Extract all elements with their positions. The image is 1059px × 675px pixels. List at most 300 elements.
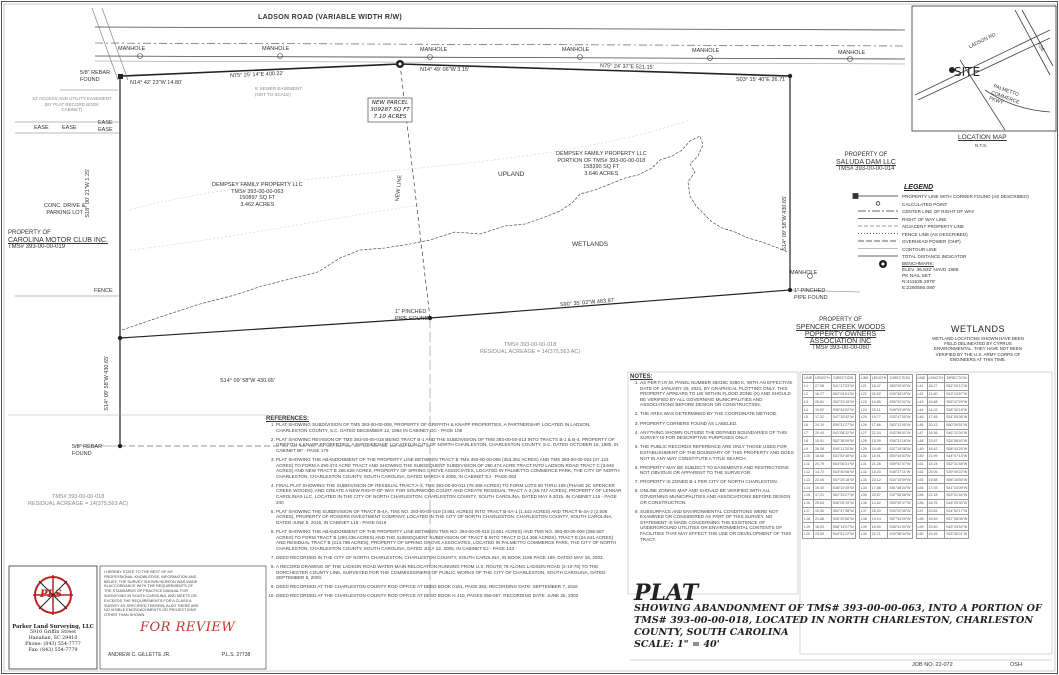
- note-item: 2. THE AREA WAS DETERMINED BY THE COORDINATE METHOD.: [640, 411, 794, 417]
- table-cell: 26.38: [814, 445, 832, 453]
- table-cell: S53°36'21"W: [946, 532, 968, 537]
- table-cell: 20.44: [814, 429, 832, 437]
- table-cell: S35°29'56"W: [832, 516, 854, 521]
- table-cell: L34: [859, 484, 870, 492]
- reference-item: 7. DEED RECORDED IN THE CITY OF NORTH CHARLESTON, CHARLESTON COUNTY, SOUTH CAROLINA, IN BOOK 1195 PAGE 169, DATED MAY 16, 2003.: [276, 555, 622, 561]
- reference-item: 8. A RECORD DRAWING OF THE LADSON ROAD WATER MAIN RELOCATION RUNNING FROM U.S. ROUTE 78 ALONG LADSON ROAD (2-10-76) TO THE DORCHESTER COUNTY LINE, SURVEYED FOR THE COMMISSIONERS OF PUBLIC WORKS OF THE CITY OF CHARLESTON, SOUTH CAROLINA, DATED SEPTEMBER 8, 2003.: [276, 564, 622, 581]
- table-row: [859, 484, 912, 492]
- plat-subtitle: SHOWING ABANDONMENT OF TMS# 393-00-00-063, INTO A PORTION OF TMS# 393-00-00-018, LOCATED IN NORTH CHARLESTON, CHARLESTON COUNTY, SOUTH CAROLINA SCALE: 1" = 40': [634, 603, 1042, 650]
- line-tables: [802, 374, 969, 539]
- bearing-label: S90° 35' 02"W 463.87': [559, 297, 616, 309]
- table-cell: S42°58'41"W: [889, 430, 911, 435]
- table-cell: L3: [803, 398, 814, 406]
- table-cell: S31°52'48"W: [832, 454, 854, 459]
- table-cell: 16.36: [927, 429, 945, 437]
- legend-title: LEGEND: [904, 184, 934, 191]
- table-cell: L16: [803, 499, 814, 507]
- table-row: [916, 491, 969, 499]
- table-cell: S40°22'35"W: [889, 508, 911, 513]
- line-table-header: DIRECTION: [945, 375, 969, 383]
- table-row: [916, 406, 969, 414]
- note-item: 1. AS PER F.I.R.M. PANEL NUMBER 45019C 0380 K, WITH AN EFFECTIVE DATE OF JANUARY 29, 2021, BY GRAPHICAL PLOTTING ONLY, THIS PROPERTY APPEARS TO LIE WITHIN FLOOD ZONE (X) AND SHOULD BE VERIFIED BY ALL GOVERNING MUNICIPALITIES AND ASSOCIATIONS BEFORE DESIGN OR CONSTRUCTION.: [640, 380, 794, 408]
- legend-item: FENCE LINE (AS DESCRIBED): [902, 231, 968, 237]
- table-cell: L29: [859, 445, 870, 453]
- table-cell: 14.85: [870, 398, 888, 406]
- legend-item: OVERHEAD POWER (OHP): [902, 239, 961, 245]
- table-cell: S62°38'09"W: [832, 438, 854, 443]
- line-table-body: [803, 382, 856, 538]
- table-row: [916, 499, 969, 507]
- reference-item: 5. PLAT SHOWING THE SUBDIVISION OF TRACT B-4A, TMS NO. 393-00-00-019 (3.951 ACRES) INTO TRACT B-4A-1 (1.442 ACRES) AND TRACT B-4A-2 (2.508 ACRES), PROPERTY OF ROGERS INVESTMENT COMPANY, LOCATED IN THE CITY OF NORTH CHARLESTON, CHARLESTON COUNTY, SOUTH CAROLINA, DATED JUNE 6, 2016, IN CABINET L16 - PAGE 0416: [276, 509, 622, 526]
- line-table-header: LINE: [917, 376, 926, 381]
- table-cell: L38: [859, 515, 870, 523]
- table-row: [859, 499, 912, 507]
- rebar-top-label: 5/8" REBAR FOUND: [80, 70, 111, 83]
- table-cell: 15.30: [814, 507, 832, 515]
- bearing-label: N14° 49' 06"W 3.15': [420, 67, 470, 73]
- table-cell: S43°40'06"W: [832, 469, 854, 474]
- table-cell: L8: [803, 437, 814, 445]
- new-parcel-label: NEW PARCEL 309287 SQ FT 7.10 ACRES: [370, 100, 410, 120]
- note-item: 7. PROPERTY IS ZONED B-1 PER CITY OF NORTH CHARLESTON.: [640, 479, 794, 485]
- table-row: [859, 413, 912, 421]
- plat-title: PLAT: [634, 580, 699, 606]
- bearing-label: S18° 00' 21"W 1.25': [85, 168, 92, 218]
- surveyor-name: ANDREW C. GILLETTE JR.: [108, 652, 171, 658]
- reference-item: 10. DEED RECORDED AT THE CHARLESTON COUNTY ROD OFFICE AT DEED BOOK H 410, PAGES 059-067, RECORDING DATE: JUNE 25, 2002: [276, 593, 622, 599]
- line-table-body: [916, 382, 969, 538]
- table-cell: S55°47'29"W: [946, 399, 968, 404]
- table-row: [803, 445, 856, 453]
- table-cell: L14: [803, 484, 814, 492]
- notes-list: [630, 380, 794, 542]
- table-cell: S34°52'17"W: [946, 508, 968, 513]
- legend-item: PROPERTY LINE WITH CORNER FOUND (AS DESCRIBED): [902, 194, 1029, 200]
- table-cell: 16.03: [870, 468, 888, 476]
- table-cell: 14.62: [870, 499, 888, 507]
- table-row: [916, 468, 969, 476]
- table-cell: 24.02: [927, 406, 945, 414]
- table-cell: 15.68: [927, 398, 945, 406]
- table-cell: L36: [859, 499, 870, 507]
- table-cell: S56°31'16"W: [889, 438, 911, 443]
- table-cell: L21: [859, 382, 870, 390]
- table-cell: 22.71: [870, 530, 888, 538]
- table-cell: L24: [859, 406, 870, 414]
- table-row: [803, 460, 856, 468]
- ease-label: EASE: [98, 120, 113, 126]
- table-cell: S59°02'37"W: [889, 462, 911, 467]
- bearing-label: N75° 24' 37"E 521.15': [599, 63, 654, 71]
- table-cell: 21.99: [927, 452, 945, 460]
- sewer-easement-note: 5' SEWER EASEMENT (NOT TO SCALE): [255, 86, 303, 97]
- table-cell: L13: [803, 476, 814, 484]
- table-cell: S48°25'30"W: [946, 501, 968, 506]
- table-cell: L26: [859, 421, 870, 429]
- table-cell: L9: [803, 445, 814, 453]
- table-cell: L59: [916, 523, 927, 531]
- sheet-id: OSH: [1010, 662, 1022, 668]
- table-cell: 17.21: [814, 491, 832, 499]
- table-row: [916, 530, 969, 538]
- company-name: Parker Land Surveying, LLC: [12, 624, 94, 630]
- line-table-header: DIRECTION: [831, 375, 855, 383]
- table-cell: 25.06: [927, 468, 945, 476]
- company-address: 5910 Griffin Street: [29, 630, 77, 635]
- table-cell: 21.50: [927, 390, 945, 398]
- table-row: [859, 406, 912, 414]
- table-cell: S46°12'04"W: [946, 430, 968, 435]
- residual-label: TMS# 393-00-00-018 RESIDUAL ACREAGE = 14(375,563 AC): [480, 342, 581, 355]
- table-cell: L17: [803, 507, 814, 515]
- table-cell: S58°14'07"W: [832, 524, 854, 529]
- table-cell: 15.24: [927, 460, 945, 468]
- bearing-label: S03° 15' 40"E 26.71': [736, 77, 787, 83]
- bearing-label: N14° 42' 23"W 14.80': [130, 80, 183, 86]
- table-cell: 17.03: [927, 484, 945, 492]
- references: [266, 416, 622, 602]
- reference-item: 1. PLAT SHOWING SUBDIVISION OF TMS 393-00-00-008, PROPERTY OF GRIFFITH & KNAPP PROPERTIES, A PARTNERSHIP, LOCATED IN LADSON, CHARLESTON COUNTY, S.C. DATED DECEMBER 12, 1984 IN CABINET DC - PAGE 108: [276, 422, 622, 433]
- table-cell: S60°09'43"W: [889, 384, 911, 389]
- table-cell: S51°05'36"W: [946, 415, 968, 420]
- table-cell: 22.06: [814, 476, 832, 484]
- table-cell: 21.88: [814, 515, 832, 523]
- table-row: [916, 484, 969, 492]
- table-cell: S49°11'20"W: [832, 446, 854, 451]
- table-cell: S62°26'12"W: [946, 384, 968, 389]
- saluda-label: PROPERTY OF SALUDA DAM LLC TMS# 393-00-00-014: [836, 152, 896, 172]
- table-cell: L40: [859, 530, 870, 538]
- table-row: [916, 445, 969, 453]
- table-cell: 16.47: [870, 382, 888, 390]
- table-cell: L30: [859, 452, 870, 460]
- table-row: [859, 390, 912, 398]
- wetlands-text: WETLAND LOCATIONS SHOWN HAVE BEEN FIELD DELINEATED BY CYPRUS ENVIRONMENTAL. THEY HAVE NOT BEEN VERIFIED BY THE U.S. ARMY CORPS OF ENGINEERS AT THIS TIME.: [932, 336, 1024, 362]
- location-map-title: LOCATION MAP: [958, 134, 1007, 141]
- table-cell: L37: [859, 507, 870, 515]
- table-cell: 19.77: [870, 413, 888, 421]
- table-cell: S54°06'31"W: [832, 462, 854, 467]
- table-row: [803, 429, 856, 437]
- table-cell: L54: [916, 484, 927, 492]
- rebar-bottom-label: 5/8" REBAR FOUND: [72, 444, 103, 457]
- table-row: [803, 406, 856, 414]
- table-row: [916, 523, 969, 531]
- references-title: REFERENCES:: [266, 416, 310, 422]
- table-cell: L33: [859, 476, 870, 484]
- table-cell: S47°15'42"W: [832, 415, 854, 420]
- bearing-label: S14° 09' 58"W 430.65': [104, 355, 111, 411]
- table-cell: L27: [859, 429, 870, 437]
- table-cell: S52°47'38"W: [832, 508, 854, 513]
- table-row: [803, 491, 856, 499]
- table-row: [916, 515, 969, 523]
- table-cell: 29.81: [814, 398, 832, 406]
- table-cell: L48: [916, 437, 927, 445]
- table-cell: 21.26: [870, 460, 888, 468]
- table-cell: 24.10: [814, 421, 832, 429]
- table-cell: L19: [803, 523, 814, 531]
- note-item: 8. ONLINE ZONING MAP AND SHOULD BE VERIFIED WITH ALL GOVERNING MUNICIPALITIES AND ASSOCIATIONS BEFORE DESIGN OR CONSTRUCTION.: [640, 488, 794, 505]
- table-cell: S48°03'49"W: [889, 407, 911, 412]
- manhole-label: MANHOLE: [838, 50, 866, 56]
- legend-item: CENTER LINE OF RIGHT OF WAY: [902, 209, 975, 215]
- table-row: [916, 452, 969, 460]
- table-row: [859, 476, 912, 484]
- table-cell: S35°58'40"W: [946, 438, 968, 443]
- upland-label: UPLAND: [498, 171, 525, 178]
- table-cell: L2: [803, 390, 814, 398]
- table-cell: 20.13: [927, 421, 945, 429]
- fence-label: FENCE: [94, 288, 113, 294]
- table-cell: L7: [803, 429, 814, 437]
- table-cell: S41°34'09"W: [946, 485, 968, 490]
- benchmark-symbol: [396, 60, 404, 68]
- line-table: [802, 374, 856, 539]
- table-cell: S44°51'22"W: [832, 532, 854, 537]
- table-cell: L20: [803, 530, 814, 538]
- table-cell: L32: [859, 468, 870, 476]
- table-cell: L53: [916, 476, 927, 484]
- table-cell: L23: [859, 398, 870, 406]
- manhole-label: MANHOLE: [562, 47, 590, 53]
- table-cell: S56°16'55"W: [946, 477, 968, 482]
- line-table-header: LENGTH: [871, 376, 887, 381]
- table-cell: L43: [916, 398, 927, 406]
- table-cell: L41: [916, 382, 927, 390]
- line-table-header: LENGTH: [815, 376, 830, 381]
- table-cell: L18: [803, 515, 814, 523]
- table-cell: S43°13'57"W: [946, 391, 968, 396]
- carolina-label: PROPERTY OF CAROLINA MOTOR CLUB INC. TMS# 393-00-00-019: [8, 230, 108, 250]
- table-row: [803, 476, 856, 484]
- table-cell: 25.64: [814, 499, 832, 507]
- table-row: [859, 468, 912, 476]
- table-cell: 16.90: [870, 523, 888, 531]
- table-cell: 17.88: [870, 484, 888, 492]
- table-cell: 19.14: [870, 515, 888, 523]
- certification-text: I HEREBY STATE TO THE BEST OF MY PROFESSIONAL KNOWLEDGE, INFORMATION AND BELIEF, THE SURVEY SHOWN HEREON WAS MADE IN ACCORDANCE WITH THE REQUIREMENTS OF THE STANDARDS OF PRACTICE MANUAL FOR SURVEYING IN SOUTH CAROLINA, AND MEETS OR EXCEEDS THE REQUIREMENTS FOR A CLASS A SURVEY AS SPECIFIED THEREIN; ALSO THERE ARE NO VISIBLE ENCROACHMENTS OR PROJECTIONS OTHER THAN SHOWN.: [104, 570, 199, 618]
- table-cell: 14.72: [814, 468, 832, 476]
- table-cell: L50: [916, 452, 927, 460]
- table-cell: 18.03: [814, 523, 832, 531]
- wetlands-title: WETLANDS: [950, 324, 1005, 334]
- legend: [904, 184, 933, 193]
- notes-title: NOTES:: [630, 374, 653, 380]
- table-cell: 23.87: [927, 437, 945, 445]
- table-row: [803, 390, 856, 398]
- table-row: [803, 530, 856, 538]
- location-road-3: I-26: [1035, 41, 1046, 53]
- table-cell: S61°33'27"W: [832, 493, 854, 498]
- table-row: [803, 484, 856, 492]
- table-cell: 27.98: [814, 382, 832, 390]
- table-cell: S55°20'02"W: [889, 399, 911, 404]
- table-cell: 23.40: [927, 523, 945, 531]
- table-cell: L55: [916, 491, 927, 499]
- table-cell: 16.77: [814, 390, 832, 398]
- table-cell: 19.26: [927, 530, 945, 538]
- dempsey-east-label: DEMPSEY FAMILY PROPERTY LLC PORTION OF TMS# 393-00-00-018 158390 SQ FT 3.646 ACRES: [556, 151, 647, 177]
- table-cell: S47°36'08"W: [889, 493, 911, 498]
- manhole-label: MANHOLE: [692, 48, 720, 54]
- table-row: [916, 421, 969, 429]
- table-row: [859, 398, 912, 406]
- legend-item: ADJACENT PROPERTY LINE: [902, 224, 965, 230]
- ladson-road: [95, 27, 905, 64]
- table-row: [803, 437, 856, 445]
- table-cell: 23.12: [870, 476, 888, 484]
- table-row: [859, 452, 912, 460]
- table-cell: S38°30'18"W: [946, 407, 968, 412]
- table-cell: 19.40: [814, 484, 832, 492]
- table-row: [859, 491, 912, 499]
- table-row: [859, 515, 912, 523]
- table-cell: L58: [916, 515, 927, 523]
- table-row: [859, 523, 912, 531]
- table-cell: L57: [916, 507, 927, 515]
- reference-item: 9. DEED RECORDED AT THE CHARLESTON COUNTY ROD OFFICE AT DEED BOOK 0161, PAGE 353, RECORDING DATE: SEPTEMBER 7, 2016: [276, 584, 622, 590]
- table-row: [916, 476, 969, 484]
- notes: [630, 374, 794, 546]
- table-cell: 17.45: [927, 413, 945, 421]
- line-table-body: [859, 382, 912, 538]
- pinched-pipe-label: 1" PINCHED PIPE FOUND: [395, 309, 429, 322]
- location-road-2: PALMETTO COMMERCE PKWY: [988, 83, 1021, 107]
- table-row: [859, 530, 912, 538]
- table-cell: L44: [916, 406, 927, 414]
- manhole-label: MANHOLE: [262, 46, 290, 52]
- table-cell: 15.09: [870, 437, 888, 445]
- location-map-nts: N.T.S.: [975, 143, 988, 148]
- table-cell: S37°19'28"W: [889, 446, 911, 451]
- note-item: 6. PROPERTY MAY BE SUBJECT TO EASEMENTS AND RESTRICTIONS NOT OBVIOUS OR APPARENT TO THE SURVEYOR.: [640, 465, 794, 476]
- ease-label: EASE: [62, 125, 77, 131]
- line-table-header: LINE: [804, 376, 812, 381]
- table-row: [859, 445, 912, 453]
- table-row: [803, 468, 856, 476]
- table-cell: S59°31'27"W: [832, 423, 854, 428]
- table-cell: S36°44'02"W: [832, 407, 854, 412]
- table-cell: S39°49'22"W: [946, 469, 968, 474]
- table-cell: L60: [916, 530, 927, 538]
- legend-item: TOTAL DISTANCE INDICATOR: [902, 254, 967, 260]
- line-table-header: LENGTH: [928, 376, 944, 381]
- table-row: [803, 398, 856, 406]
- surveyor-license: P.L.S. 27738: [222, 652, 251, 658]
- dempsey-west-label: DEMPSEY FAMILY PROPERTY LLC TMS# 393-00-00-063 150897 SQ FT 3.462 ACRES: [212, 182, 303, 208]
- table-cell: L47: [916, 429, 927, 437]
- table-cell: S57°08'06"W: [946, 516, 968, 521]
- table-cell: S63°01'44"W: [946, 493, 968, 498]
- table-cell: S41°17'33"W: [832, 384, 854, 389]
- table-row: [803, 413, 856, 421]
- table-row: [859, 429, 912, 437]
- table-row: [859, 421, 912, 429]
- table-cell: 23.59: [814, 530, 832, 538]
- table-row: [916, 413, 969, 421]
- table-cell: S45°43'52"W: [946, 524, 968, 529]
- pinched-pipe-east-label: 1" PINCHED PIPE FOUND: [794, 288, 828, 301]
- table-cell: S62°04'51"W: [832, 391, 854, 396]
- table-row: [916, 437, 969, 445]
- table-cell: L56: [916, 499, 927, 507]
- company-logo-text: PLS: [40, 589, 62, 600]
- table-cell: 18.66: [814, 452, 832, 460]
- table-cell: S53°09'47"W: [889, 501, 911, 506]
- company-info: [10, 624, 96, 654]
- spencer-label: PROPERTY OF SPENCER CREEK WOODS POPPERTY OWNERS ASSOCIATION INC TMS# 393-00-00-060: [796, 317, 886, 351]
- location-map-box: [912, 6, 1056, 131]
- table-cell: 16.59: [927, 515, 945, 523]
- table-cell: 19.58: [927, 476, 945, 484]
- note-item: 9. SUBSURFACE AND ENVIRONMENTAL CONDITIONS WERE NOT EXAMINED OR CONSIDERED AS PART OF THIS SURVEY. NO STATEMENT IS MADE CONCERNING THE EXISTENCE OF UNDERGROUND UTILITIES OR ENVIRONMENTAL CONTENTS OF FACILITIES THAT MAY EFFECT THE USE OR DEVELOPMENT OF THIS TRACT.: [640, 509, 794, 543]
- table-row: [803, 452, 856, 460]
- table-cell: L49: [916, 445, 927, 453]
- ease-label: EASE: [98, 127, 113, 133]
- note-item: 5. THE PUBLIC RECORDS REFERENCE ARE ONLY THOSE USED FOR ESTABLISHMENT OF THE BOUNDARY OF THIS PROPERTY AND DOES NOT IN ANY WAY CONSTITUTE A TITLE SEARCH.: [640, 444, 794, 461]
- table-row: [916, 398, 969, 406]
- table-row: [859, 507, 912, 515]
- table-cell: S34°15'59"W: [889, 477, 911, 482]
- location-road-1: LADSON RD: [968, 31, 997, 51]
- line-table: [916, 374, 970, 539]
- table-cell: 18.75: [927, 499, 945, 507]
- reference-item: 6. PLAT SHOWING THE ABANDONMENT OF THE PROPERTY LINE BETWEEN TMS NO. 393-00-00-018 (3.651 ACRES) AND TMS NO. 393-00-00-008 (286.587 ACRES) TO FORM TRACT B (290.238 ACRES) AND THE SUBSEQUENT SUBDIVISION OF TRACT B INTO TRACT D (14.368 ACRES), TRACT E (24.641 ACRES) AND RESIDUAL TRACT B (213.798 ACRES), PROPERTY OF SPRING GROVE ASSOCIATES, LOCATED IN PALMETTO COMMERCE PARK, THE CITY OF NORTH CHARLESTON, CHARLESTON COUNTY, SOUTH CAROLINA, DATED JULY 22, 2005, IN CABINET EJ - PAGE 133: [276, 529, 622, 551]
- table-cell: L11: [803, 460, 814, 468]
- legend-symbols: [853, 194, 898, 257]
- reference-item: 2. PLAT SHOWING REVISION OF TMS 393-00-00-018 BEING TRACT B-1 AND THE SUBDIVISION OF TMS 393-00-00-013 INTO TRACTS B-1 & B-4, PROPERTY OF GRIFFITH & KNAPP PROPERTIES, A PARTNERSHIP, LOCATED IN CITY OF NORTH CHARLESTON, CHARLESTON COUNTY, S.C. DATED OCTOBER 18, 1985, IN CABINET BF - PAGE 179: [276, 437, 622, 454]
- legend-item: RIGHT OF WAY LINE: [902, 216, 947, 222]
- bearing-label: S14° 09' 58"W 430.65': [220, 378, 275, 384]
- table-cell: L51: [916, 460, 927, 468]
- table-cell: 18.27: [927, 382, 945, 390]
- table-cell: 24.45: [870, 445, 888, 453]
- table-cell: S41°08'12"W: [832, 430, 854, 435]
- table-cell: L28: [859, 437, 870, 445]
- table-cell: L4: [803, 406, 814, 414]
- table-cell: S38°10'45"W: [832, 485, 854, 490]
- table-cell: S33°47'30"W: [889, 415, 911, 420]
- wetland-line: [122, 136, 788, 330]
- table-cell: S45°27'11"W: [889, 469, 911, 474]
- legend-item: CALCULATED POINT: [902, 201, 948, 207]
- table-cell: L12: [803, 468, 814, 476]
- reference-item: 3. PLAT SHOWING THE ABANDONMENT OF THE PROPERTY LINE BETWEEN TRACT B TMS 393-00-00-006 (353.351 ACRES) AND TMS 393-00-00-024 (37.123 ACRES) TO FORM A 290.474 ACRE TRACT AND SHOWING THE SUBSEQUENT SUBDIVISION OF 290.474 ACRE TRACT INTO LADSON ROAD TRACT C (3.646 ACRES) AND NEW TRACT B 286.828 ACRES, PROPERTY OF SPRING GROVE ASSOCIATES, LOCATED IN PALMETTO COMMERCE PARK, THE CITY OF NORTH CHARLESTON, CHARLESTON COUNTY, SOUTH CAROLINA, DATED MARCH 8 2005, IN CABINET EJ - PAGE 063: [276, 457, 622, 479]
- table-cell: S52°31'48"W: [946, 462, 968, 467]
- table-cell: S44°07'13"W: [946, 454, 968, 459]
- company-fax: Fax: (843) 554-7779: [28, 648, 78, 653]
- table-cell: 19.52: [814, 406, 832, 414]
- legend-items: [902, 193, 1029, 261]
- table-row: [803, 507, 856, 515]
- table-row: [859, 460, 912, 468]
- company-phone: Phone: (843) 554-7777: [25, 642, 81, 647]
- line-table-header: DIRECTION: [888, 375, 912, 383]
- table-row: [803, 499, 856, 507]
- table-cell: L25: [859, 413, 870, 421]
- new-line-label: NEW LINE: [394, 174, 404, 202]
- table-cell: S50°44'53"W: [889, 454, 911, 459]
- table-cell: S46°02'19"W: [832, 501, 854, 506]
- job-number: JOB NO. 22-072: [912, 662, 953, 668]
- table-row: [803, 515, 856, 523]
- references-list: [266, 422, 622, 599]
- table-cell: L35: [859, 491, 870, 499]
- line-table: [859, 374, 913, 539]
- table-row: [916, 460, 969, 468]
- table-cell: 22.18: [927, 491, 945, 499]
